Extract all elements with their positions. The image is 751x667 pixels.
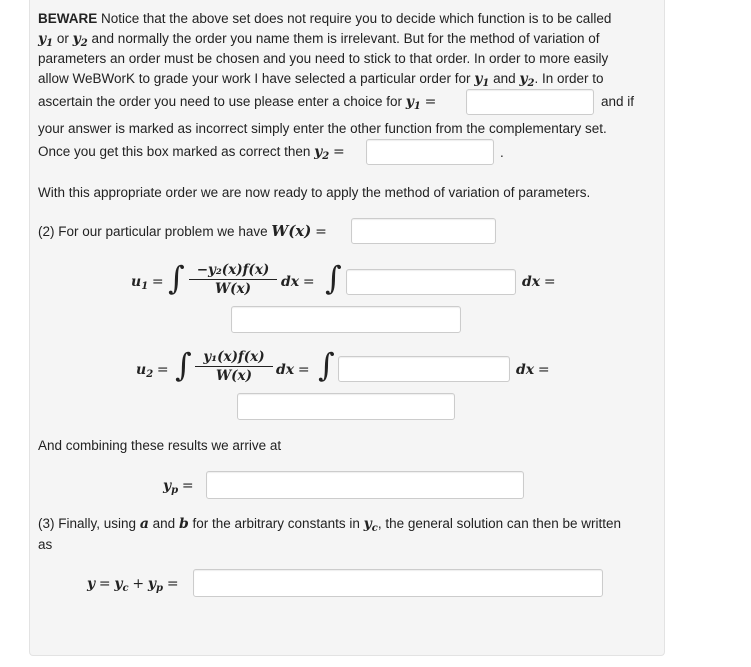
and-word: and: [493, 71, 516, 86]
equals-sign: =: [151, 274, 164, 290]
fraction-bar: [189, 279, 277, 280]
u2-dx-eq-2: [516, 362, 550, 378]
order-text: With this appropriate order we are now ready to apply the method of variation of parameters.: [38, 185, 591, 200]
beware-text-4a: allow WeBWorK to grade your work I have selected a particular order for: [38, 71, 471, 86]
beware-line-2: [38, 31, 600, 47]
dx-symbol: dx: [276, 362, 295, 378]
and-if-text: and if: [601, 94, 635, 109]
equals-sign: =: [315, 224, 327, 240]
u1-dx-eq: [281, 274, 315, 290]
integral-sign-u1: ∫: [168, 259, 185, 297]
u1-fraction: [189, 262, 277, 297]
equals-sign: =: [297, 362, 310, 378]
beware-text-4b: . In order to: [534, 71, 604, 86]
y2-symbol: $y_2$: [314, 144, 330, 162]
section-3-line-1: [38, 516, 621, 532]
yc-symbol: $y_c$: [114, 576, 129, 594]
u1-label: [131, 274, 164, 290]
constant-a: a: [139, 516, 149, 532]
u2-numerator: y₁(x)f(x): [203, 349, 265, 365]
or-word: or: [56, 31, 69, 46]
u2-dx-eq: [276, 362, 310, 378]
wronskian-input[interactable]: [351, 218, 496, 244]
integral-sign-u2: ∫: [175, 346, 192, 384]
equals-sign: =: [537, 362, 550, 378]
y1-symbol: $y_1$: [405, 94, 421, 112]
period: .: [500, 145, 504, 160]
yc-symbol: $y_c$: [363, 516, 378, 534]
u1-symbol: $u_1$: [131, 274, 149, 292]
yp-input[interactable]: [206, 471, 524, 499]
y2-symbol: $y_2$: [72, 31, 88, 49]
dx-symbol: dx: [522, 274, 541, 290]
section-3-text-b: for the arbitrary constants in: [192, 516, 360, 531]
beware-line-7: [38, 144, 345, 160]
section-3-line-2: as: [38, 537, 53, 552]
equals-sign: =: [156, 362, 169, 378]
section-2-text: (2) For our particular problem we have: [38, 224, 268, 239]
integral-sign-u2-rhs: ∫: [318, 346, 335, 384]
u1-dx-eq-2: [522, 274, 556, 290]
y2-choice-input[interactable]: [366, 139, 494, 165]
beware-label: BEWARE: [38, 11, 98, 26]
general-solution-input[interactable]: [193, 569, 603, 597]
u2-result-input[interactable]: [237, 393, 455, 420]
y1-symbol: $y_1$: [474, 71, 490, 89]
u1-denominator: W(x): [215, 281, 251, 297]
yp-symbol: $y_p$: [147, 576, 164, 594]
beware-line-6: your answer is marked as incorrect simply enter the other function from the complementary set.: [38, 121, 607, 136]
equals-sign: =: [424, 94, 437, 110]
equals-sign: =: [302, 274, 315, 290]
yp-symbol: $y_p$: [163, 478, 179, 496]
beware-line-3: parameters an order must be chosen and you need to stick to that order. In order to more easily: [38, 51, 609, 66]
and-word: and: [152, 516, 176, 531]
dx-symbol: dx: [281, 274, 300, 290]
constant-b: b: [178, 516, 189, 532]
beware-text-1: Notice that the above set does not require you to decide which function is to be called: [97, 11, 612, 26]
u1-result-input[interactable]: [231, 306, 461, 333]
equals-sign: =: [166, 576, 179, 592]
beware-line-4: [38, 71, 604, 87]
yp-label: [163, 478, 194, 494]
beware-line-1: [38, 11, 611, 26]
u1-integrand-input[interactable]: [346, 269, 516, 295]
u2-fraction: [195, 349, 273, 384]
u1-numerator: −y₂(x)f(x): [196, 262, 270, 278]
u2-denominator: W(x): [216, 368, 252, 384]
u2-symbol: $u_2$: [136, 362, 154, 380]
u2-integrand-input[interactable]: [338, 356, 510, 382]
section-3-text-c: , the general solution can then be written: [377, 516, 622, 531]
equals-sign: =: [543, 274, 556, 290]
beware-text-2: and normally the order you name them is irrelevant. But for the method of variation of: [91, 31, 600, 46]
y2-symbol: $y_2$: [519, 71, 535, 89]
section-3-text-a: (3) Finally, using: [38, 516, 137, 531]
equals-sign: =: [98, 576, 111, 592]
beware-text-5a: ascertain the order you need to use please enter a choice for: [38, 94, 402, 109]
beware-line-5: [38, 94, 436, 110]
equals-sign: =: [181, 478, 194, 494]
dx-symbol: dx: [516, 362, 535, 378]
combining-text: And combining these results we arrive at: [38, 438, 282, 453]
fraction-bar: [195, 366, 273, 367]
plus-sign: +: [132, 576, 145, 592]
integral-sign-u1-rhs: ∫: [325, 259, 342, 297]
section-2-line: [38, 222, 327, 240]
y-symbol: y: [87, 576, 96, 592]
general-solution-label: [87, 576, 179, 592]
equals-sign: =: [333, 144, 345, 160]
y1-choice-input[interactable]: [466, 89, 594, 115]
y1-symbol: $y_1$: [38, 31, 54, 49]
beware-text-7a: Once you get this box marked as correct then: [38, 144, 311, 159]
wronskian-symbol: W(x): [271, 222, 312, 240]
u2-label: [136, 362, 169, 378]
